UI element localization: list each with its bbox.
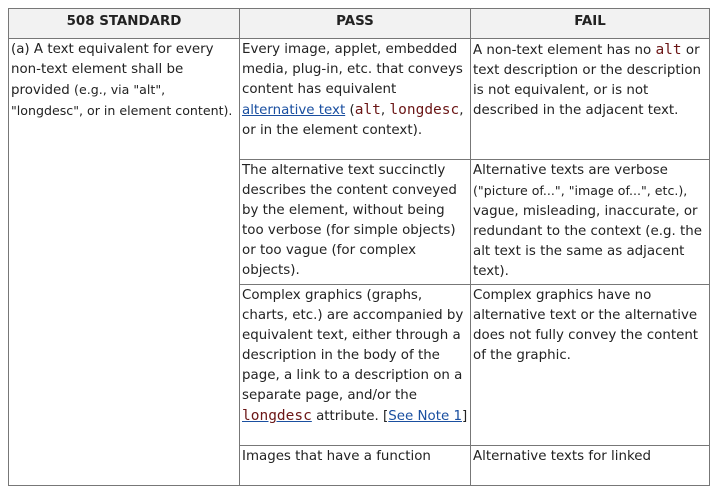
pass-cell <box>240 285 471 446</box>
header-fail: FAIL <box>471 9 710 39</box>
fail-cell <box>471 160 710 285</box>
fail-text: Alternative texts for linked <box>473 449 651 464</box>
fail-text-example: ("picture of...", "image of...", etc.), <box>473 183 688 198</box>
standard-cell <box>9 39 240 486</box>
fail-cell <box>471 446 710 486</box>
fail-text: Complex graphics have no alternative text or the alternative does not fully convey the content of the graphic. <box>473 288 699 363</box>
code-alt: alt <box>655 42 682 58</box>
alternative-text-link[interactable]: alternative text <box>242 103 346 118</box>
section-508-table <box>8 8 710 486</box>
code-longdesc: longdesc <box>242 408 312 424</box>
fail-text: vague, misleading, inaccurate, or redundant to the context (e.g. the alt text is the same as adjacent text). <box>473 204 702 279</box>
pass-text: Complex graphics (graphs, charts, etc.) are accompanied by equivalent text, either through a description in the body of the page, a link to a description on a separate page, and/or the <box>242 288 464 403</box>
fail-text: or text description or the description is not equivalent, or is not described in the adjacent text. <box>473 43 702 118</box>
table-header-row <box>9 9 710 39</box>
pass-text: ( <box>345 103 355 118</box>
fail-text: Alternative texts are verbose <box>473 163 668 178</box>
pass-text: , or in the element context). <box>242 103 464 138</box>
pass-cell <box>240 446 471 486</box>
pass-cell <box>240 39 471 160</box>
fail-text: A non-text element has no <box>473 43 656 58</box>
pass-cell <box>240 160 471 285</box>
pass-text: attribute. <box>311 409 384 424</box>
note-bracket: [ <box>383 409 389 424</box>
code-longdesc: longdesc <box>389 102 460 118</box>
fail-cell <box>471 285 710 446</box>
code-alt: alt <box>354 102 381 118</box>
standard-text: (a) A text equivalent for every non-text element shall be provided <box>11 42 214 98</box>
note-bracket: ] <box>461 409 468 424</box>
see-note-1-link[interactable]: See Note 1 <box>388 409 462 424</box>
header-pass: PASS <box>240 9 471 39</box>
pass-text: Every image, applet, embedded media, plug-in, etc. that conveys content has equivalent <box>242 42 463 97</box>
header-standard: 508 STANDARD <box>9 9 240 39</box>
table-row <box>9 39 710 160</box>
standard-text-example: (e.g., via "alt", "longdesc", or in element content). <box>11 82 233 118</box>
pass-text: The alternative text succinctly describes the content conveyed by the element, without being too verbose (for simple objects) or too vague (for complex objects). <box>242 163 457 278</box>
pass-text: Images that have a function <box>242 449 431 464</box>
fail-cell <box>471 39 710 160</box>
longdesc-link[interactable] <box>242 409 312 424</box>
pass-text: , <box>380 103 390 118</box>
